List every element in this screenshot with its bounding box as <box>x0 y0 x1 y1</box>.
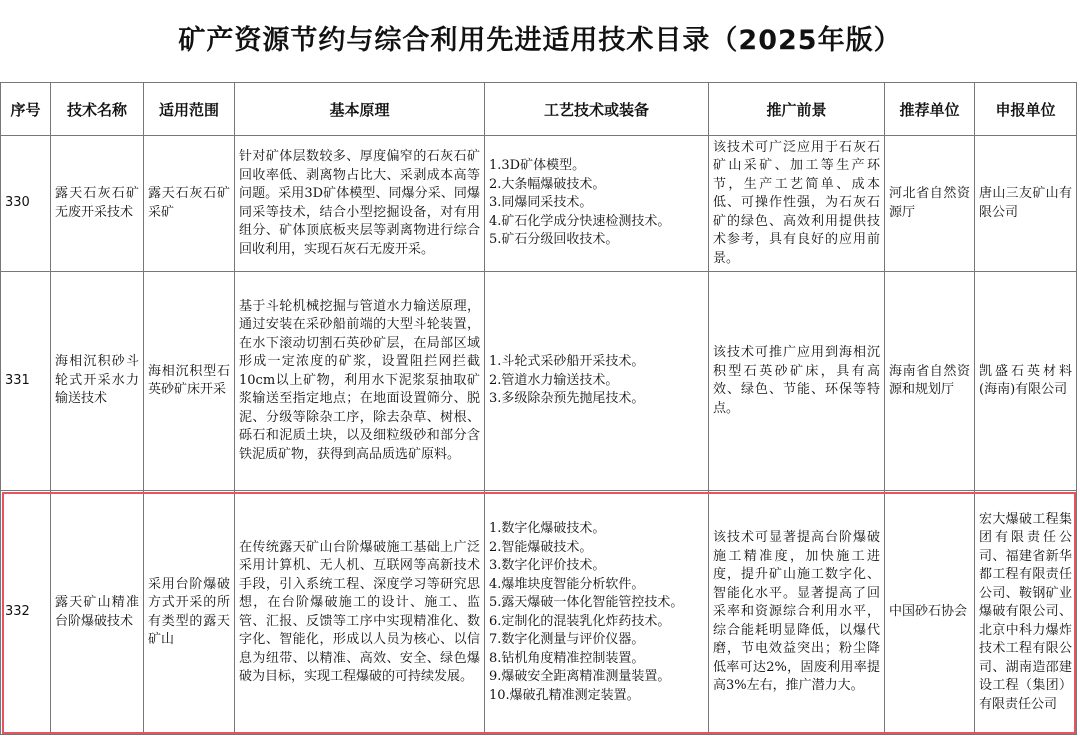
row-scope: 海相沉积型石英砂矿床开采 <box>144 272 235 491</box>
process-step: 3.同爆同采技术。 <box>489 195 593 211</box>
process-step: 2.管道水力输送技术。 <box>489 372 619 388</box>
table-row <box>1 136 1077 272</box>
process-step: 5.露天爆破一体化智能管控技术。 <box>489 595 684 610</box>
process-step: 3.多级除杂预先抛尾技术。 <box>489 391 645 407</box>
row-principle: 在传统露天矿山台阶爆破施工基础上广泛采用计算机、无人机、互联网等高新技术手段，引入系统工程、深度学习等研究思想，在台阶爆破施工的设计、施工、监管、汇报、反馈等工序中实现精准化、数字化、智能化，形成以人员为核心、以信息为纽带、以精准、高效、安全、绿色爆破为目标，实现工程爆破的可持续发展。 <box>235 491 485 735</box>
row-no: 331 <box>1 272 51 491</box>
header-prospect: 推广前景 <box>709 83 885 136</box>
header-no: 序号 <box>1 83 51 136</box>
header-principle: 基本原理 <box>235 83 485 136</box>
process-step: 4.矿石化学成分快速检测技术。 <box>489 213 671 229</box>
process-step: 7.数字化测量与评价仪器。 <box>489 632 645 647</box>
process-step: 2.智能爆破技术。 <box>489 539 593 555</box>
row-principle: 针对矿体层数较多、厚度偏窄的石灰石矿回收率低、剥离物占比大、采剥成本高等问题。采用3D矿体模型、同爆分采、同爆同采等技术，结合小型挖掘设备，对有用组分、矿体顶底板夹层等剥离物进行综合回收利用，实现石灰石无废开采。 <box>235 136 485 272</box>
row-no: 332 <box>1 491 51 735</box>
process-step: 4.爆堆块度智能分析软件。 <box>489 576 645 592</box>
process-step: 9.爆破安全距离精准测量装置。 <box>489 669 671 684</box>
row-process-list <box>485 136 709 272</box>
process-step: 3.数字化评价技术。 <box>489 558 606 573</box>
row-tech-name: 露天矿山精准台阶爆破技术 <box>51 491 144 735</box>
process-step: 6.定制化的混装乳化炸药技术。 <box>489 613 671 629</box>
header-applicant: 申报单位 <box>975 83 1077 136</box>
page-title: 矿产资源节约与综合利用先进适用技术目录（2025年版） <box>178 25 902 56</box>
row-tech-name: 露天石灰石矿无废开采技术 <box>51 136 144 272</box>
process-step: 1.3D矿体模型。 <box>489 158 586 174</box>
row-applicant: 唐山三友矿山有限公司 <box>975 136 1077 272</box>
row-prospect: 该技术可推广应用到海相沉积型石英砂矿床，具有高效、绿色、节能、环保等特点。 <box>709 272 885 491</box>
row-principle: 基于斗轮机械挖掘与管道水力输送原理，通过安装在采砂船前端的大型斗轮装置，在水下滚动切割石英砂矿层，在局部区域形成一定浓度的矿浆，设置阻拦网拦截10cm以上矿物，利用水下泥浆泵抽取矿浆输送至指定地点；在地面设置筛分、脱泥、分级等除杂工序，除去杂草、树根、砾石和泥质土块，以及细粒级砂和部分含铁泥质矿物，获得到高品质选矿原料。 <box>235 272 485 491</box>
row-no: 330 <box>1 136 51 272</box>
process-step: 1.斗轮式采砂船开采技术。 <box>489 354 645 370</box>
process-step: 1.数字化爆破技术。 <box>489 521 606 536</box>
table-header-row <box>1 83 1077 136</box>
row-scope: 采用台阶爆破方式开采的所有类型的露天矿山 <box>144 491 235 735</box>
technology-catalog-table <box>0 82 1077 735</box>
row-tech-name: 海相沉积砂斗轮式开采水力输送技术 <box>51 272 144 491</box>
process-step: 10.爆破孔精准测定装置。 <box>489 687 640 703</box>
row-applicant: 凯盛石英材料(海南)有限公司 <box>975 272 1077 491</box>
process-step: 2.大条幅爆破技术。 <box>489 176 606 192</box>
row-process-list <box>485 491 709 735</box>
row-prospect: 该技术可广泛应用于石灰石矿山采矿、加工等生产环节，生产工艺简单、成本低、可操作性强，为石灰石矿的绿色、高效利用提供技术参考，具有良好的应用前景。 <box>709 136 885 272</box>
process-step: 8.钻机角度精准控制装置。 <box>489 650 645 666</box>
header-process: 工艺技术或装备 <box>485 83 709 136</box>
row-recommender: 中国砂石协会 <box>885 491 975 735</box>
header-scope: 适用范围 <box>144 83 235 136</box>
header-name: 技术名称 <box>51 83 144 136</box>
header-recommender: 推荐单位 <box>885 83 975 136</box>
table-row <box>1 272 1077 491</box>
process-step: 5.矿石分级回收技术。 <box>489 232 619 248</box>
row-scope: 露天石灰石矿采矿 <box>144 136 235 272</box>
row-process-list <box>485 272 709 491</box>
row-applicant: 宏大爆破工程集团有限责任公司、福建省新华都工程有限责任公司、鞍钢矿业爆破有限公司、北京中科力爆炸技术工程有限公司、湖南造邵建设工程（集团）有限责任公司 <box>975 491 1077 735</box>
row-recommender: 海南省自然资源和规划厅 <box>885 272 975 491</box>
row-prospect: 该技术可显著提高台阶爆破施工精准度，加快施工进度，提升矿山施工数字化、智能化水平。显著提高了回采率和资源综合利用水平，综合能耗明显降低，以爆代磨，节电效益突出；粉尘降低率可达2%，固废利用率提高3%左右，推广潜力大。 <box>709 491 885 735</box>
table-row-highlighted <box>1 491 1077 735</box>
row-recommender: 河北省自然资源厅 <box>885 136 975 272</box>
